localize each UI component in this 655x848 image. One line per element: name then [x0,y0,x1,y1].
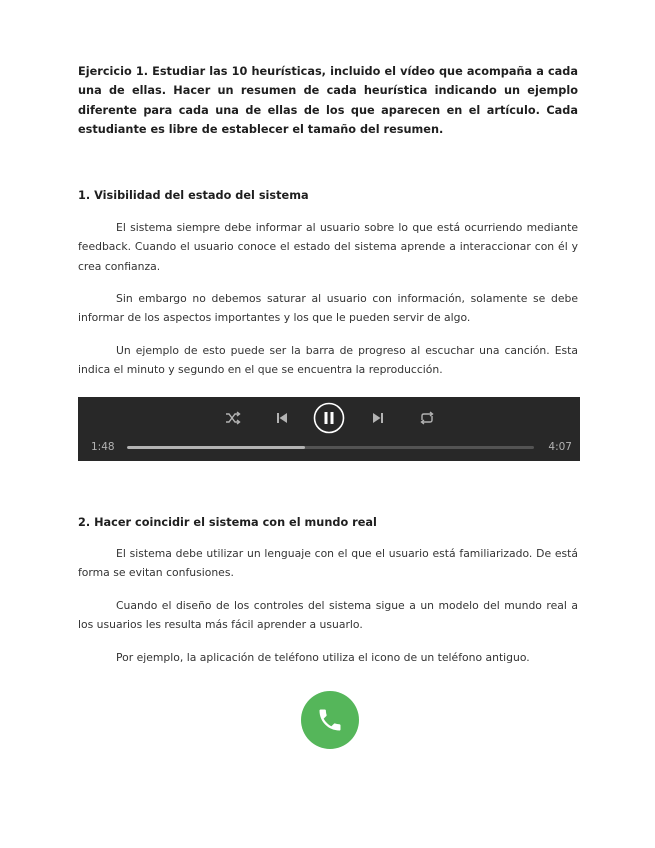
previous-icon[interactable] [271,407,293,429]
section-1-paragraph-2: Sin embargo no debemos saturar al usuario con información, solamente se debe informar de los aspectos importantes y los que le pueden servir de algo. [78,292,578,325]
exercise-statement: Ejercicio 1. Estudiar las 10 heurísticas, incluido el vídeo que acompaña a cada una de ellas. Hacer un resumen de cada heurística indicando un ejemplo diferente para cada una de ellas de los que aparecen en el artículo. Cada estudiante es libre de establecer el tamaño del resumen. [78,65,578,137]
section-1-title: 1. Visibilidad del estado del sistema [78,189,309,202]
section-2-paragraph-2: Cuando el diseño de los controles del sistema sigue a un modelo del mundo real a los usuarios les resulta más fácil aprender a usuarlo. [78,599,578,632]
document-page [78,62,578,664]
repeat-icon[interactable] [416,407,438,429]
progress-bar-fill [127,446,305,449]
pause-icon[interactable] [313,402,345,434]
section-1-paragraph-1: El sistema siempre debe informar al usuario sobre lo que está ocurriendo mediante feedback. Cuando el usuario conoce el estado del sistema aprende a interaccionar con él y crea confianza. [78,221,578,273]
section-2-title: 2. Hacer coincidir el sistema con el mundo real [78,516,377,529]
section-2-paragraph-1: El sistema debe utilizar un lenguaje con el que el usuario está familiarizado. De está forma se evitan confusiones. [78,547,578,580]
current-time: 1:48 [91,441,115,453]
next-icon[interactable] [367,407,389,429]
section-2-paragraph-3: Por ejemplo, la aplicación de teléfono utiliza el icono de un teléfono antiguo. [116,651,530,664]
music-player [78,397,580,461]
total-time: 4:07 [548,441,572,453]
section-1-paragraph-3: Un ejemplo de esto puede ser la barra de progreso al escuchar una canción. Esta indica el minuto y segundo en el que se encuentra la reproducción. [78,344,578,377]
shuffle-icon[interactable] [222,407,244,429]
phone-icon [301,691,359,749]
progress-bar[interactable] [127,446,534,449]
